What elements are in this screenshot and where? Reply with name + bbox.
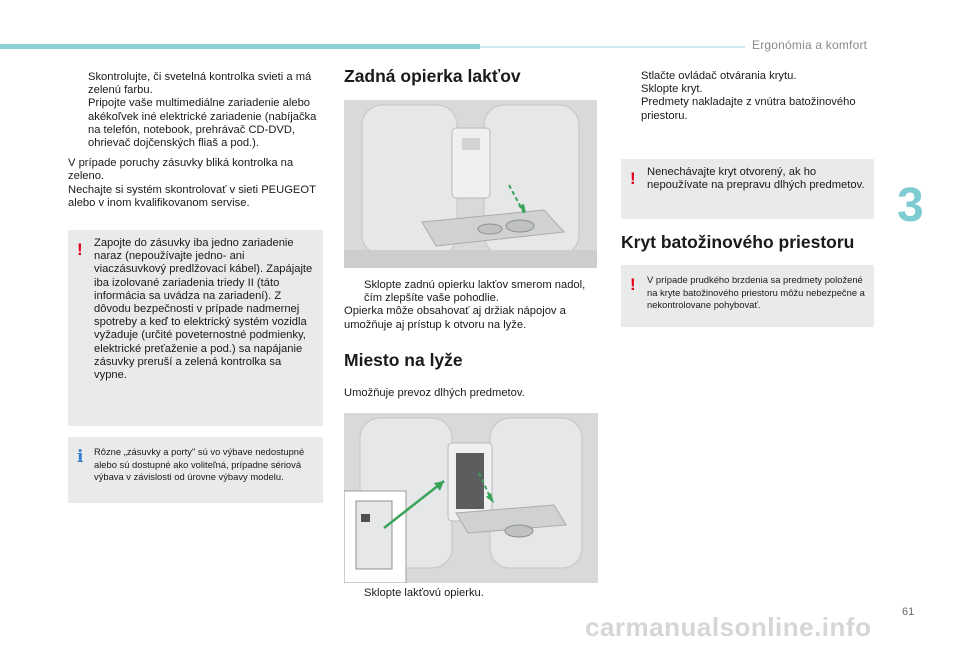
info-text: Rôzne „zásuvky a porty" sú vo výbave nedostupné alebo sú dostupné ako voliteľná, prípadne sériová výbava v závislosti od úrovne výbavy modelu.	[94, 446, 305, 483]
paragraph: Opierka môže obsahovať aj držiak nápojov a umožňuje aj prístup k otvoru na lyže.	[344, 305, 566, 331]
warning-icon: !	[77, 240, 83, 259]
ski-flap-illustration-svg	[344, 413, 598, 583]
list-item: Skontrolujte, či svetelná kontrolka svieti a má zelenú farbu.	[88, 71, 312, 97]
ski-flap-illustration	[344, 413, 598, 583]
warning-text: V prípade prudkého brzdenia sa predmety položené na kryte batožinového priestoru môžu nebezpečne a nekontrolovane pohybovať.	[647, 274, 865, 311]
list-item: Pripojte vaše multimediálne zariadenie alebo akékoľvek iné elektrické zariadenie (nabíjačka na telefón, notebook, prehrávač CD-DVD, ohrievač dojčenských fliaš a pod.).	[88, 97, 317, 150]
list-item: Sklopte zadnú opierku lakťov smerom nadol, čím zlepšíte vaše pohodlie.	[364, 279, 586, 305]
list-item: Sklopte kryt.	[641, 83, 703, 96]
warning-icon: !	[630, 275, 636, 294]
paragraph: Umožňuje prevoz dlhých predmetov.	[344, 387, 525, 399]
section-heading: Zadná opierka lakťov	[344, 66, 521, 86]
column-2-text-2	[344, 587, 598, 600]
column-1	[68, 71, 324, 210]
warning-icon: !	[630, 169, 636, 188]
list-item: Predmety nakladajte z vnútra batožinového priestoru.	[641, 96, 856, 122]
paragraph: Nechajte si systém skontrolovať v sieti PEUGEOT alebo v inom kvalifikovanom servise.	[68, 183, 316, 209]
header-accent-line	[480, 46, 745, 48]
header-accent-bar	[0, 44, 480, 49]
info-box	[68, 437, 323, 503]
warning-box	[68, 230, 323, 426]
warning-box	[621, 265, 874, 327]
column-2-text-1	[344, 279, 598, 332]
chapter-number: 3	[897, 179, 924, 232]
armrest-illustration	[344, 100, 597, 268]
info-icon: i	[77, 447, 84, 467]
warning-text: Zapojte do zásuvky iba jedno zariadenie naraz (nepoužívajte jedno- ani viaczásuvkový predlžovací kábel). Zapájajte iba izolované zariadenia triedy II (táto informácia sa uvádza na zariadení). Z dôvodu bezpečnosti v prípade nadmernej spotreby a keď to elektrický systém vozidla vyžaduje (určité poveternostné podmienky, elektrické preťaženie a pod.) sa napájanie zásuvky preruší a zelená kontrolka sa vypne.	[94, 237, 313, 382]
list-item: Sklopte lakťovú opierku.	[364, 587, 484, 599]
column-3	[621, 70, 874, 123]
armrest-illustration-svg	[344, 100, 597, 268]
page-number: 61	[902, 606, 915, 618]
list-item: Stlačte ovládač otvárania krytu.	[641, 70, 797, 82]
paragraph: V prípade poruchy zásuvky bliká kontrolka na zeleno.	[68, 157, 294, 183]
watermark: carmanualsonline.info	[585, 612, 872, 642]
warning-box	[621, 159, 874, 219]
section-heading: Kryt batožinového priestoru	[621, 232, 855, 252]
section-title: Ergonómia a komfort	[752, 38, 868, 52]
section-heading: Miesto na lyže	[344, 350, 463, 370]
warning-text: Nenechávajte kryt otvorený, ak ho nepoužívate na prepravu dlhých predmetov.	[647, 166, 865, 192]
